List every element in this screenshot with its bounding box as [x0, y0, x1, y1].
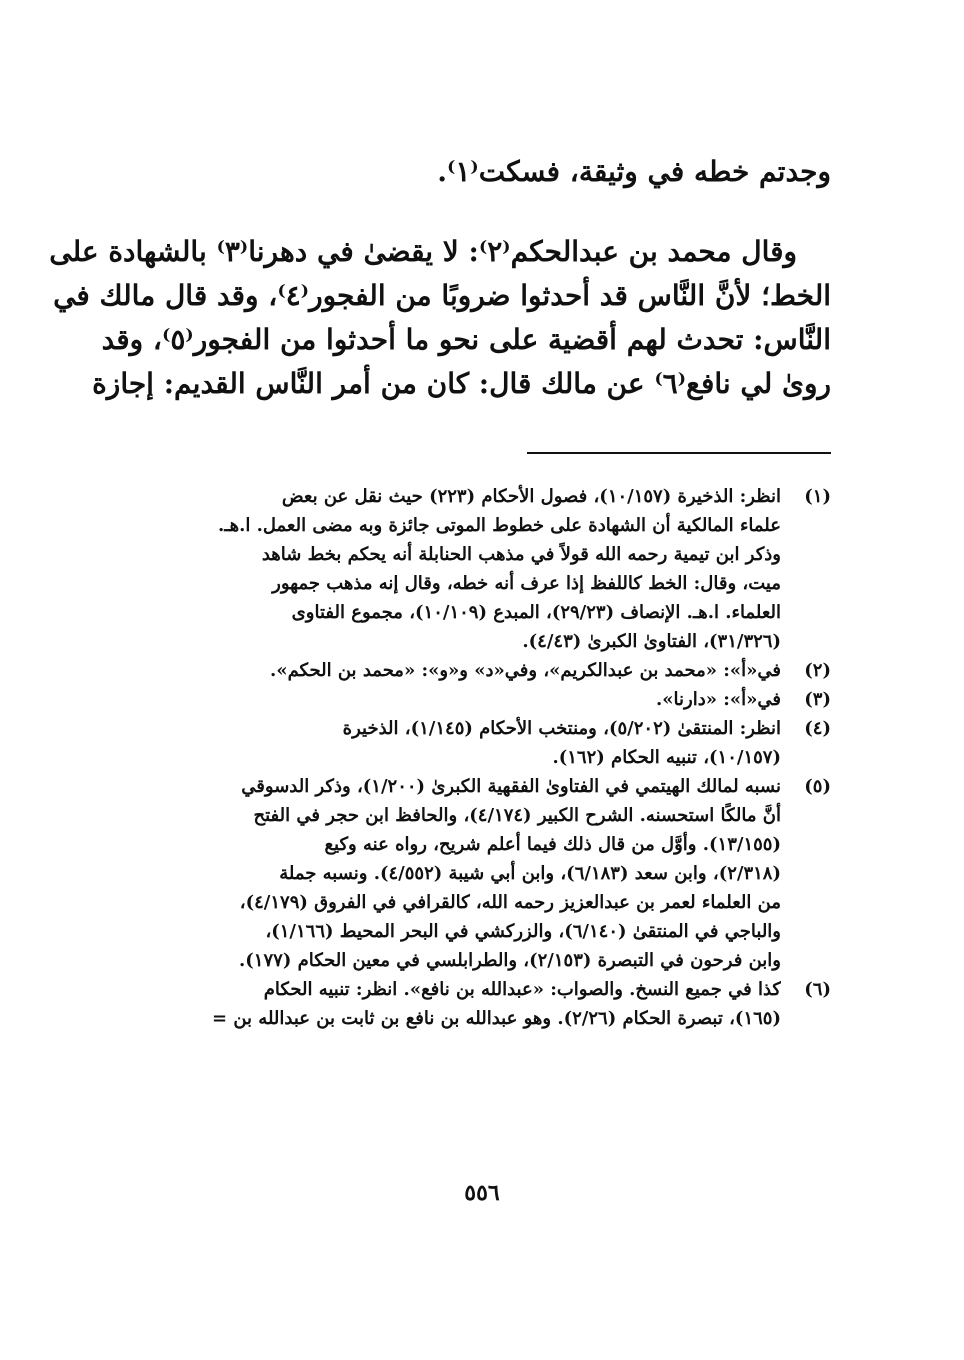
footnote-line: وابن فرحون في التبصرة (٢/١٥٣)، والطرابلسي في معين الحكام (١٧٧). — [239, 950, 781, 971]
footnote-number: (٦) — [804, 979, 831, 1000]
main-text-line: النَّاس: تحدث لهم أقضية على نحو ما أحدثوا من الفجور⁽٥⁾، وقد — [101, 323, 831, 356]
footnote — [136, 772, 831, 975]
footnotes — [136, 482, 831, 1033]
main-text — [49, 150, 831, 406]
footnote-line: في«أ»: «دارنا». — [656, 689, 781, 710]
footnote-line: كذا في جميع النسخ. والصواب: «عبدالله بن نافع». انظر: تنبيه الحكام — [263, 979, 781, 1000]
footnote-line: وذكر ابن تيمية رحمه الله قولاً في مذهب الحنابلة أنه يحكم بخط شاهد — [261, 544, 781, 565]
footnote-number: (٥) — [804, 776, 831, 797]
main-text-line: الخط؛ لأنَّ النَّاس قد أحدثوا ضروبًا من الفجور⁽٤⁾، وقد قال مالك في — [53, 279, 831, 312]
footnote-number: (٤) — [804, 718, 831, 739]
footnote — [136, 656, 831, 685]
footnote-line: والباجي في المنتقىٰ (٦/١٤٠)، والزركشي في البحر المحيط (١/١٦٦)، — [265, 921, 781, 942]
footnote-number: (٢) — [804, 660, 831, 681]
footnote-line: نسبه لمالك الهيتمي في الفتاوىٰ الفقهية الكبرىٰ (١/٢٠٠)، وذكر الدسوقي — [241, 776, 781, 797]
footnote-line: (١٠/١٥٧)، تنبيه الحكام (١٦٢). — [552, 747, 781, 768]
footnote — [136, 714, 831, 772]
footnote-number: (١) — [804, 486, 831, 507]
footnote-line: في«أ»: «محمد بن عبدالكريم»، وفي«د» و«و»: «محمد بن الحكم». — [270, 660, 781, 681]
footnote-line: علماء المالكية أن الشهادة على خطوط الموتى جائزة وبه مضى العمل. ا.هـ. — [218, 515, 781, 536]
page-number: ٥٥٦ — [464, 1180, 500, 1206]
footnote-line: (١٦٥)، تبصرة الحكام (٢/٢٦). وهو عبدالله بن نافع بن ثابت بن عبدالله بن = — [211, 1008, 781, 1029]
paragraph-gap — [131, 194, 831, 230]
footnote-line: العلماء. ا.هـ. الإنصاف (٢٩/٢٣)، المبدع (١٠/١٠٩)، مجموع الفتاوى — [291, 602, 781, 623]
footnote — [136, 975, 831, 1033]
footnote-line: ميت، وقال: الخط كاللفظ إذا عرف أنه خطه، وقال إنه مذهب جمهور — [272, 573, 781, 594]
footnote-separator — [527, 452, 831, 454]
footnote — [136, 482, 831, 656]
footnote-line: (١٣/١٥٥). وأوَّل من قال ذلك فيما أعلم شريح، رواه عنه وكيع — [324, 834, 781, 855]
footnote-line: انظر: الذخيرة (١٠/١٥٧)، فصول الأحكام (٢٢٣) حيث نقل عن بعض — [281, 486, 781, 507]
footnote-line: من العلماء لعمر بن عبدالعزيز رحمه الله، كالقرافي في الفروق (٤/١٧٩)، — [239, 892, 781, 913]
main-text-line: وجدتم خطه في وثيقة، فسكت⁽١⁾. — [437, 155, 831, 188]
footnote — [136, 685, 831, 714]
main-text-line: وقال محمد بن عبدالحكم⁽٢⁾: لا يقضىٰ في دهرنا⁽٣⁾ بالشهادة على — [49, 235, 797, 268]
footnote-line: (٣١/٣٢٦)، الفتاوىٰ الكبرىٰ (٤/٤٣). — [522, 631, 781, 652]
main-text-line: رویٰ لي نافع⁽٦⁾ عن مالك قال: كان من أمر النَّاس القديم: إجازة — [92, 367, 831, 400]
footnote-number: (٣) — [804, 689, 831, 710]
footnote-line: (٢/٣١٨)، وابن سعد (٦/١٨٣)، وابن أبي شيبة (٤/٥٥٢). ونسبه جملة — [279, 863, 781, 884]
footnote-line: أنَّ مالكًا استحسنه. الشرح الكبير (٤/١٧٤)، والحافظ ابن حجر في الفتح — [253, 805, 781, 826]
footnote-line: انظر: المنتقىٰ (٥/٢٠٢)، ومنتخب الأحكام (١/١٤٥)، الذخيرة — [342, 718, 781, 739]
